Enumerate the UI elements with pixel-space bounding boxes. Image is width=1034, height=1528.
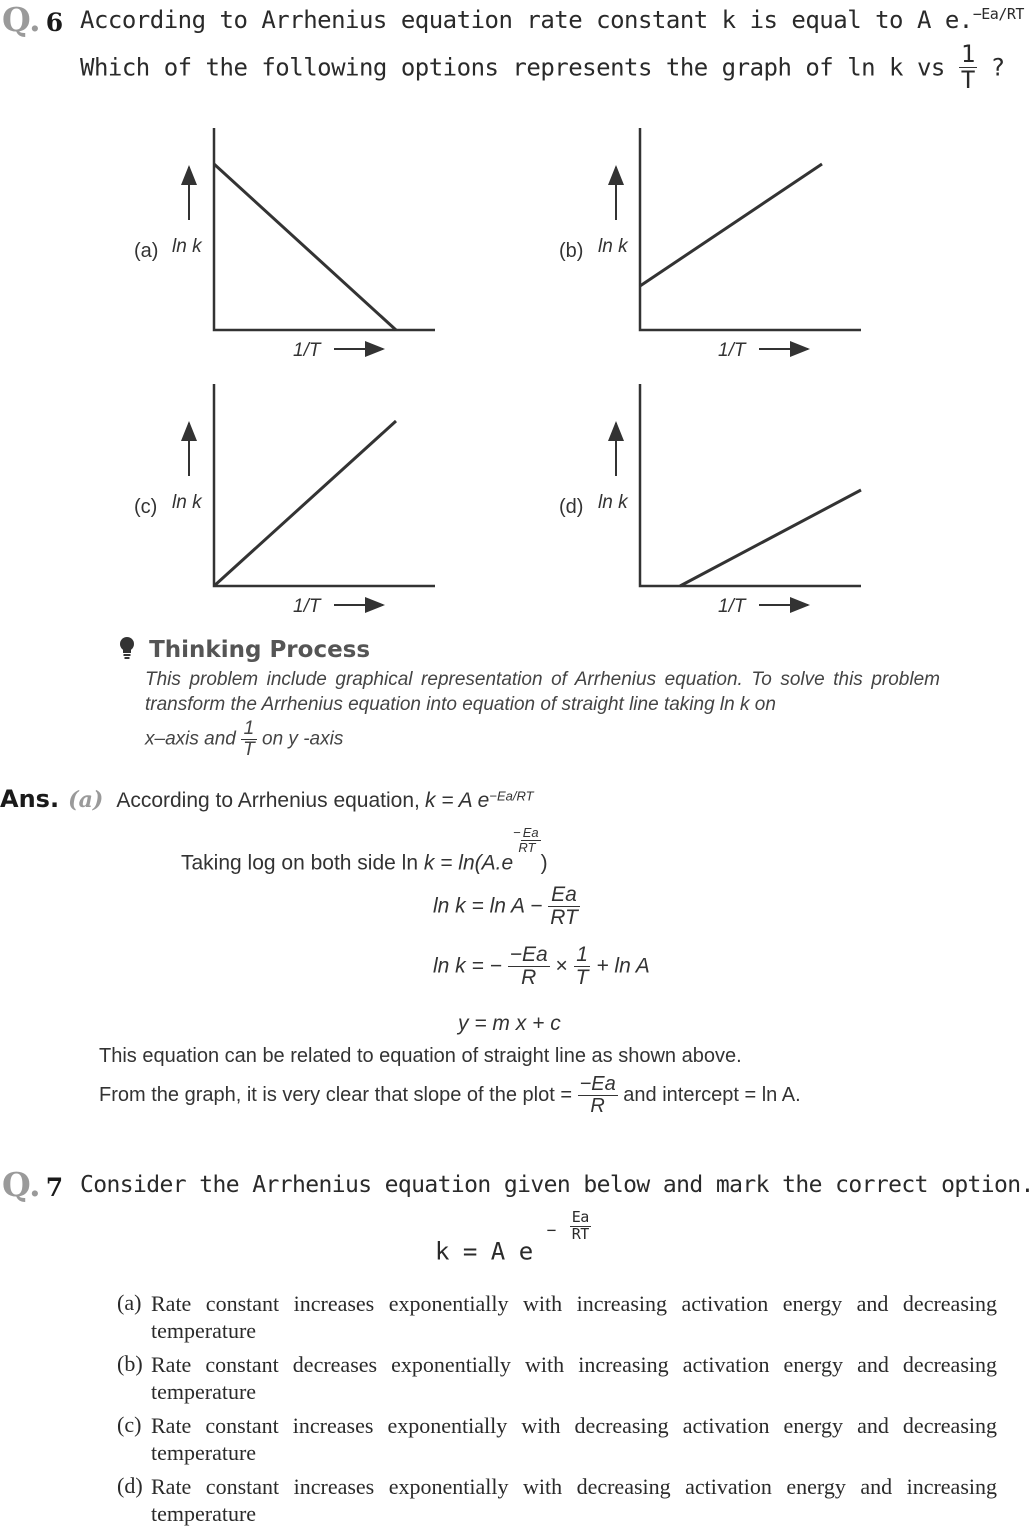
answer-log-pre: Taking log on both side ln — [181, 851, 418, 875]
answer-line-b-num: −Ea — [579, 1073, 616, 1095]
answer-step3-den2: T — [575, 966, 589, 990]
graph-b-ylabel: ln k — [598, 236, 628, 257]
thinking-frac-num: 1 — [241, 719, 257, 740]
q7-option-b[interactable] — [117, 1351, 997, 1405]
answer-line-a: This equation can be related to equation of straight line as shown above. — [99, 1045, 742, 1067]
graph-c-ylabel: ln k — [172, 492, 202, 513]
graph-b-axes — [640, 128, 861, 330]
q6-frac-num: 1 — [960, 40, 975, 68]
graph-a-line — [214, 164, 396, 330]
answer-step3-frac1 — [508, 944, 550, 989]
graph-a-label: (a) — [134, 240, 159, 262]
answer-intro: According to Arrhenius equation, — [116, 789, 420, 812]
answer-log-step — [181, 826, 548, 876]
q6-line2-text: Which of the following options represents the graph of ln k vs — [80, 53, 945, 82]
q7-option-d[interactable] — [117, 1473, 997, 1527]
answer-step3 — [433, 944, 650, 989]
q7-options — [117, 1290, 997, 1527]
graph-d-label: (d) — [559, 496, 584, 518]
q7-header — [2, 1165, 63, 1204]
answer-log-end: ) — [540, 851, 548, 875]
thinking-body: This problem include graphical representation of Arrhenius equation. To solve this problem transform the Arrhenius equation into equation of straight line taking ln k on — [145, 669, 940, 715]
graph-a-xlabel: 1/T — [293, 340, 321, 361]
q6-line2-end: ? — [990, 53, 1005, 82]
answer-line-b-den: R — [590, 1095, 605, 1117]
answer-row — [0, 785, 534, 813]
q7-option-c[interactable] — [117, 1412, 997, 1466]
thinking-last-post: on y -axis — [262, 728, 344, 750]
q7-option-d-text: Rate constant increases exponentially with decreasing activation energy and increasing temperature — [151, 1474, 997, 1526]
graph-d-ylabel: ln k — [598, 492, 628, 513]
answer-step3-times: × — [555, 954, 568, 978]
q6-frac-den: T — [960, 66, 975, 95]
graph-d-axes — [640, 384, 861, 586]
answer-log-sup-den: RT — [518, 839, 536, 855]
graph-c-xlabel: 1/T — [293, 596, 321, 617]
q6-line1-sup: −Ea/RT — [972, 5, 1024, 23]
graph-d — [559, 384, 861, 617]
q7-option-c-text: Rate constant increases exponentially with decreasing activation energy and decreasing temperature — [151, 1413, 997, 1465]
q7-eq-num: Ea — [571, 1208, 589, 1226]
answer-line-b-post: and intercept = ln A. — [623, 1084, 801, 1106]
q7-eq-den: RT — [571, 1224, 589, 1243]
graph-b-line — [640, 164, 822, 286]
answer-eq-k: k = A e — [424, 789, 490, 812]
graph-c — [134, 384, 435, 617]
q7-text: Consider the Arrhenius equation given below and mark the correct option. — [80, 1172, 1034, 1198]
answer-step2-lhs: ln k = ln A − — [433, 894, 543, 918]
q7-option-a[interactable] — [117, 1290, 997, 1344]
answer-line-b-frac — [578, 1074, 618, 1117]
thinking-fraction — [241, 719, 257, 760]
graph-d-line — [680, 490, 861, 586]
q7-option-a-text: Rate constant increases exponentially with increasing activation energy and decreasing temperature — [151, 1291, 997, 1343]
lightbulb-icon — [118, 636, 136, 664]
graph-c-label: (c) — [134, 496, 158, 518]
answer-option: (a) — [68, 787, 104, 813]
answer-step3-num: −Ea — [509, 943, 548, 966]
graph-a — [134, 128, 435, 361]
q7-option-c-label: (c) — [117, 1412, 142, 1437]
answer-step2-den: RT — [550, 906, 578, 930]
q7-eq-sign: − — [546, 1220, 556, 1240]
q6-q-letter: Q. — [2, 0, 41, 39]
answer-step2-frac — [548, 884, 580, 929]
q7-option-b-text: Rate constant decreases exponentially with increasing activation energy and decreasing temperature — [151, 1352, 997, 1404]
thinking-heading-row — [118, 636, 370, 664]
graph-a-ylabel: ln k — [172, 236, 202, 257]
graph-b-xlabel: 1/T — [718, 340, 746, 361]
answer-step2 — [433, 884, 580, 929]
answer-step4: y = m x + c — [458, 1012, 561, 1035]
q7-number: 7 — [45, 1173, 64, 1202]
answer-step3-end: + ln A — [596, 954, 650, 978]
answer-label: Ans. — [0, 785, 60, 813]
q7-eq-base: k = A e — [435, 1237, 533, 1266]
thinking-heading: Thinking Process — [149, 637, 371, 663]
graph-b-label: (b) — [559, 240, 584, 262]
answer-step3-den: R — [521, 966, 537, 990]
answer-log-sup-num: Ea — [522, 825, 539, 840]
q7-option-a-label: (a) — [117, 1290, 142, 1315]
q6-number: 6 — [45, 8, 64, 37]
q6-line1-text: According to Arrhenius equation rate constant k is equal to A e. — [80, 6, 973, 34]
q7-option-b-label: (b) — [117, 1351, 143, 1376]
answer-step3-frac2 — [574, 944, 591, 989]
graph-a-axes — [214, 128, 435, 330]
answer-line-b — [99, 1074, 801, 1117]
thinking-last-line — [145, 719, 343, 760]
q7-eq-frac — [570, 1210, 591, 1243]
q7-q-letter: Q. — [2, 1165, 41, 1204]
graph-c-line — [214, 421, 396, 586]
answer-line-b-pre: From the graph, it is very clear that slope of the plot = — [99, 1084, 573, 1106]
answer-log-mid: k = ln(A.e — [423, 851, 514, 875]
graphs-figure — [0, 0, 997, 640]
answer-step3-lhs: ln k = − — [433, 954, 502, 978]
answer-log-sup: − Ea RT — [513, 825, 539, 855]
graph-d-xlabel: 1/T — [718, 596, 746, 617]
thinking-last-pre: x–axis and — [145, 728, 236, 750]
q7-option-d-label: (d) — [117, 1473, 143, 1498]
answer-step3-num2: 1 — [574, 944, 591, 967]
answer-step2-num: Ea — [548, 884, 580, 907]
q7-equation — [435, 1210, 591, 1265]
graph-b — [559, 128, 861, 361]
thinking-frac-den: T — [243, 738, 255, 760]
answer-eq-k-sup: −Ea/RT — [489, 788, 534, 804]
